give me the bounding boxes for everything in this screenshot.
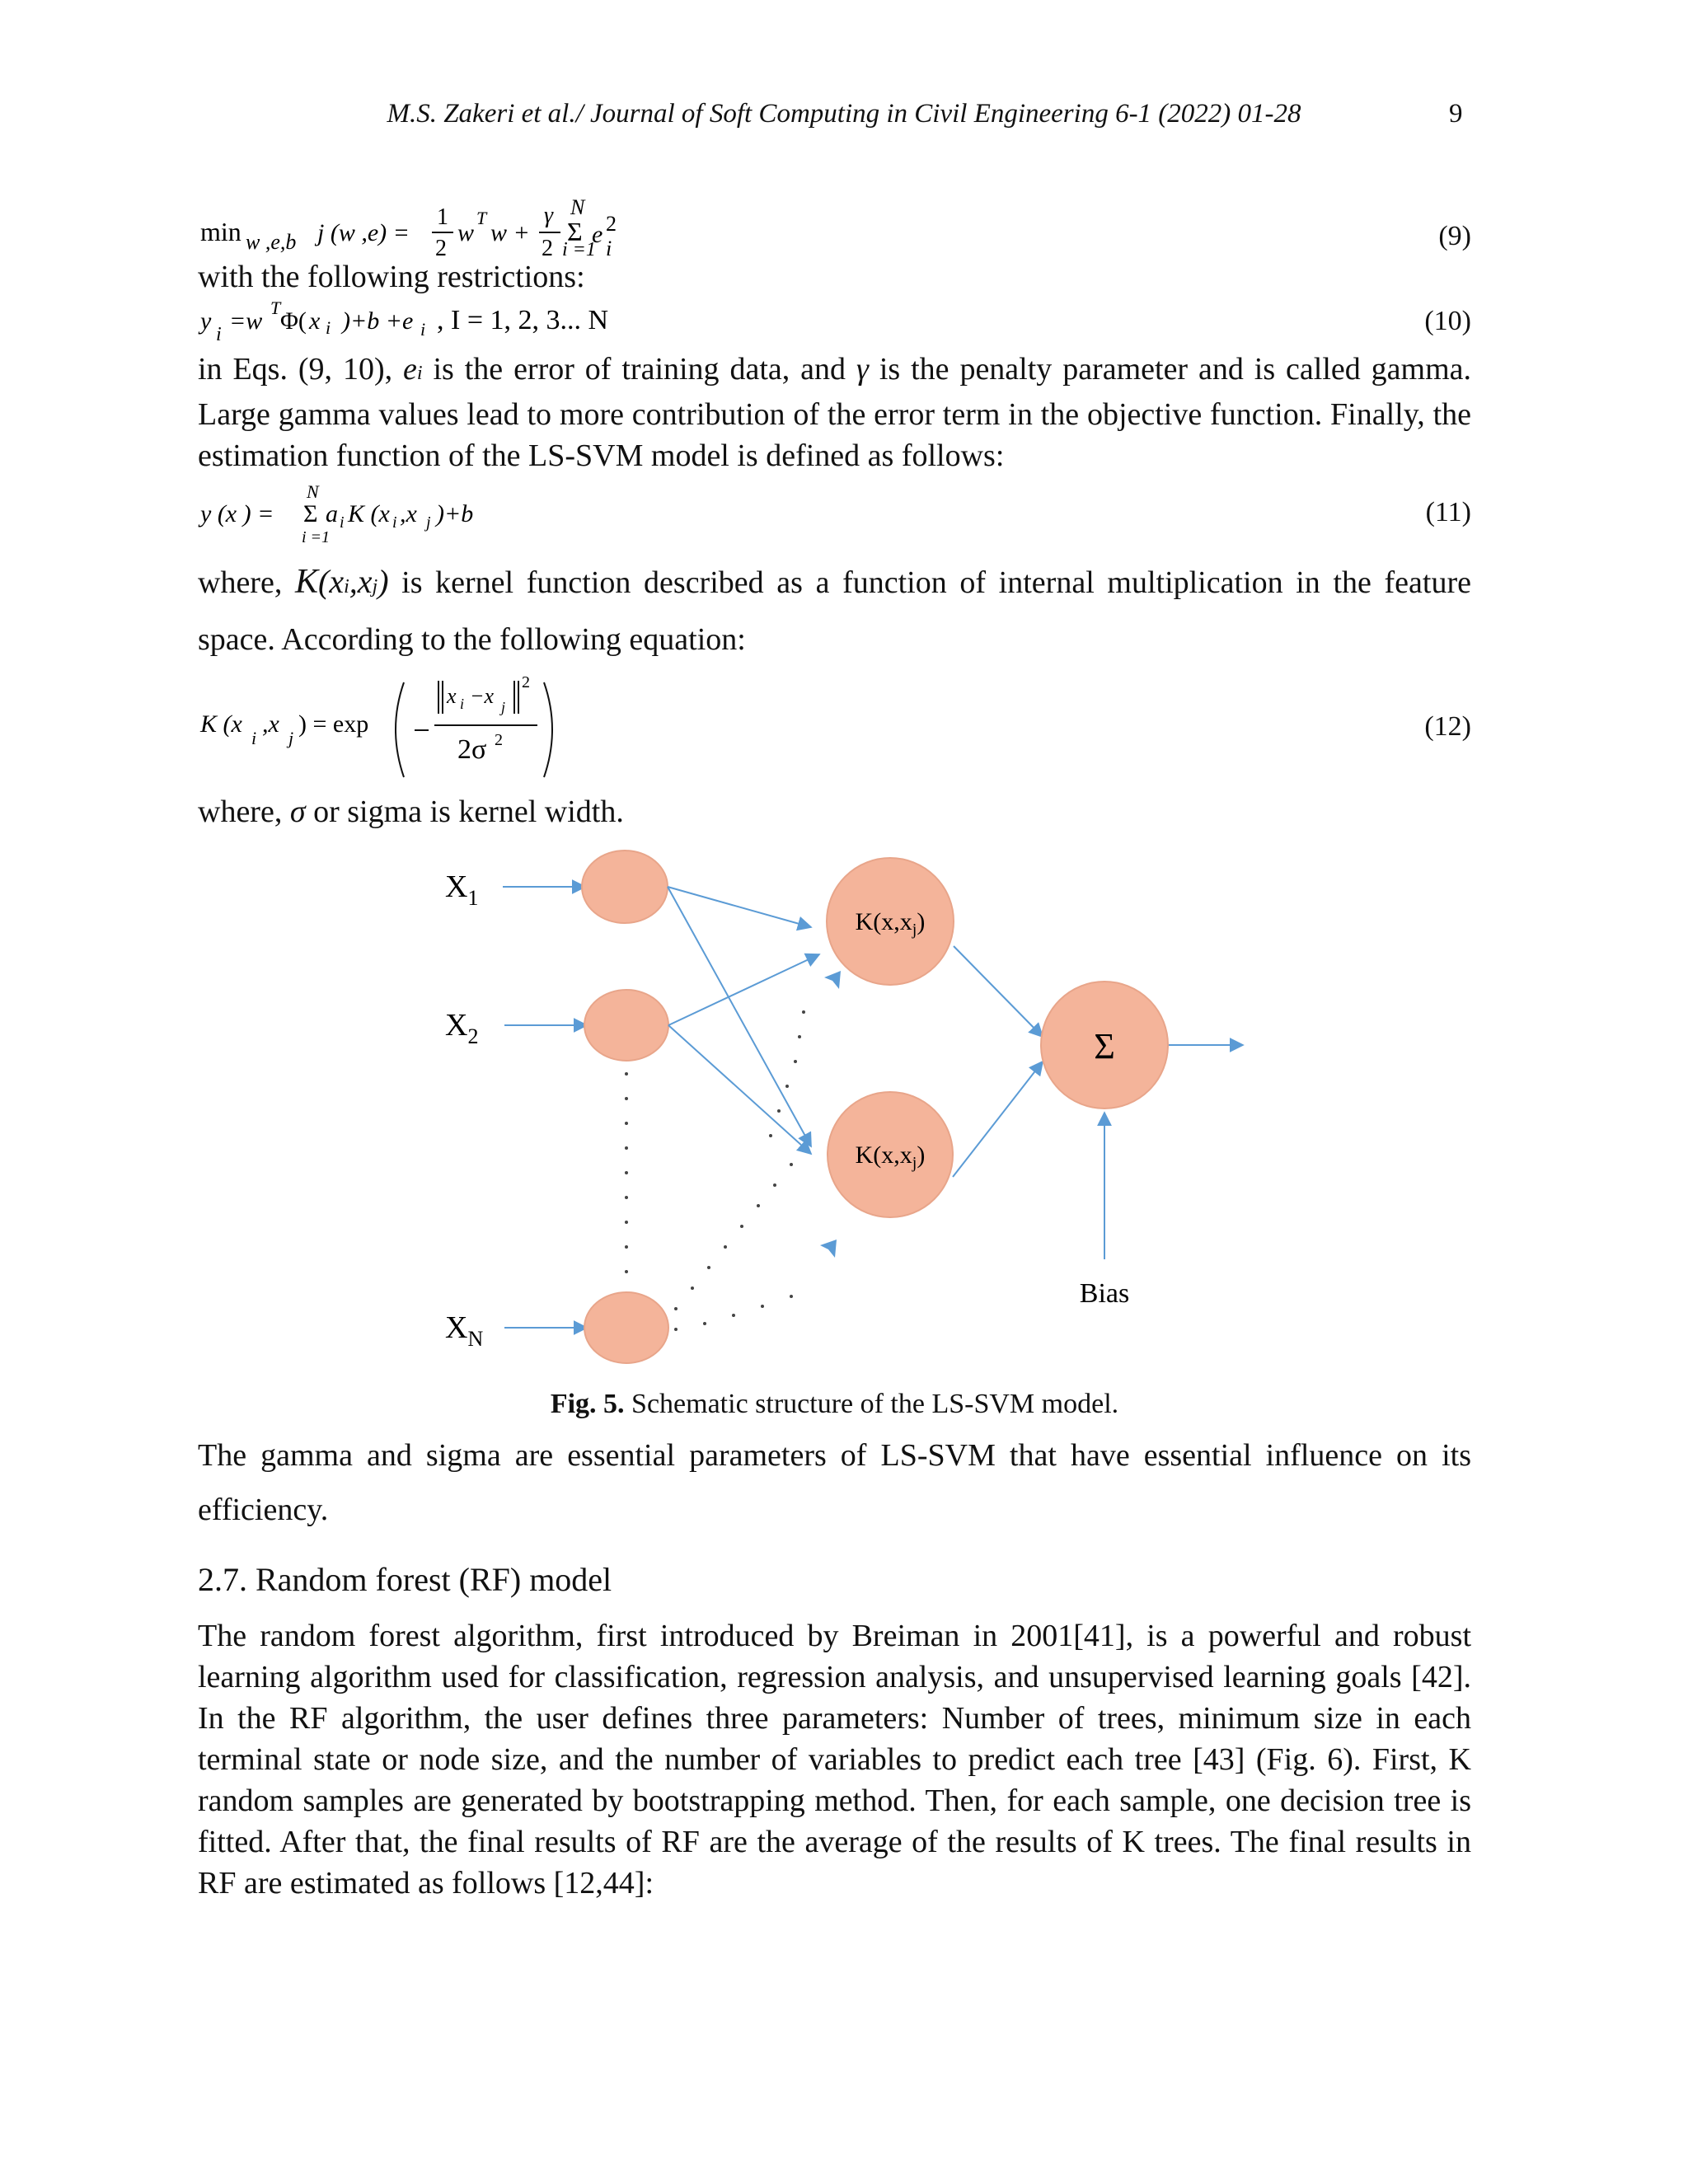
equation-9-number: (9) [1438, 221, 1471, 251]
svg-text:i: i [606, 237, 612, 260]
equation-9-formula [198, 190, 692, 260]
equation-12 [198, 666, 1471, 790]
error-symbol: ei [403, 352, 423, 387]
svg-text:j: j [501, 699, 506, 715]
svg-text:i: i [460, 696, 465, 712]
svg-text:)+b: )+b [436, 500, 474, 527]
svg-text:i: i [326, 317, 331, 338]
figure-5-caption [198, 1389, 1471, 1420]
svg-text:j (w ,e) =: j (w ,e) = [317, 219, 410, 246]
equation-10-formula [198, 298, 940, 345]
equation-12-formula [198, 666, 692, 790]
paragraph-sigma-part-1: where, [198, 794, 290, 829]
svg-text:2: 2 [435, 236, 447, 260]
gamma-symbol: γ [856, 352, 869, 387]
figure-5 [198, 847, 1471, 1379]
paragraph-eqs-part-2: is the error of training data, and [422, 352, 856, 387]
kernel-node-1-label: $K(x,x_j)$ [855, 908, 926, 939]
svg-text:i: i [216, 324, 222, 345]
sum-symbol: Σ [1094, 1026, 1115, 1066]
arrow-kernel1-sum [954, 946, 1043, 1037]
svg-text:Σ: Σ [303, 500, 318, 527]
svg-text:i: i [251, 728, 257, 748]
svg-text:1: 1 [437, 204, 448, 230]
svg-text:w +: w + [490, 219, 530, 246]
paragraph-kernel [198, 555, 1471, 666]
paragraph-eqs-9-10 [198, 349, 1471, 476]
svg-text:2: 2 [522, 673, 530, 691]
input-label-xn: $X_N$ [445, 1310, 484, 1351]
svg-text:2σ: 2σ [457, 734, 487, 765]
svg-text:i =1: i =1 [302, 528, 331, 546]
svg-text:min: min [200, 217, 241, 246]
equation-12-number: (12) [1424, 711, 1471, 742]
svg-text:γ: γ [544, 203, 554, 228]
page-body [198, 190, 1471, 1904]
paragraph-eqs-part-3: is the penalty parameter and is called gamma. Large gamma values lead to more contribution of the error term in the objective function. Finally, the estimation function of the LS-SVM model is defined as follows: [198, 352, 1471, 473]
svg-text:,x: ,x [400, 500, 417, 527]
svg-text:w: w [457, 219, 475, 246]
input-label-x1: $X_1$ [445, 869, 479, 910]
svg-text:y (x ) =: y (x ) = [200, 500, 274, 527]
paragraph-sigma [198, 791, 1471, 832]
input-label-x2: $X_2$ [445, 1008, 479, 1048]
svg-text:i: i [392, 513, 397, 532]
equation-11-formula [198, 476, 692, 551]
arrow-node2-kernel2 [668, 1025, 811, 1154]
svg-text:y: y [200, 307, 212, 335]
svg-text:,x: ,x [262, 710, 279, 738]
dotted-connections [674, 1010, 805, 1331]
paragraph-sigma-part-2: or sigma is kernel width. [305, 794, 624, 829]
section-title: 2.7. Random forest (RF) model [198, 1561, 612, 1598]
svg-text:, I = 1, 2, 3... N: , I = 1, 2, 3... N [437, 305, 609, 335]
paragraph-kernel-part-2: is kernel function described as a function of internal multiplication in the feature space. According to the following equation: [198, 565, 1471, 657]
svg-text:N: N [307, 481, 319, 502]
svg-text:e: e [592, 221, 603, 248]
svg-text:j: j [288, 728, 294, 748]
chevron-arrow-1 [824, 971, 841, 989]
svg-text:a: a [326, 500, 338, 527]
svg-text:i: i [340, 513, 345, 532]
svg-text:2: 2 [606, 212, 617, 236]
svg-text:−x: −x [470, 684, 495, 708]
equation-9 [198, 190, 1471, 260]
figure-5-caption-text: Schematic structure of the LS-SVM model. [624, 1389, 1119, 1419]
paragraph-eqs-part-1: in Eqs. (9, 10), [198, 352, 404, 387]
svg-text:i =1: i =1 [562, 239, 596, 260]
kernel-args: (xi,xj) [318, 563, 389, 600]
svg-text:2: 2 [542, 236, 553, 260]
ls-svm-diagram [198, 847, 1471, 1379]
svg-text:Φ(: Φ( [280, 307, 307, 335]
running-head: M.S. Zakeri et al./ Journal of Soft Computing in Civil Engineering 6-1 (2022) 01-28 [387, 99, 1301, 129]
svg-text:)+b +e: )+b +e [342, 307, 414, 335]
kernel-symbol: K [294, 563, 318, 601]
svg-text:x: x [309, 307, 321, 335]
input-ellipsis [625, 1072, 628, 1273]
svg-text:j: j [426, 513, 431, 532]
paragraph-gamma-sigma: The gamma and sigma are essential parameters of LS-SVM that have essential influence on its efficiency. [198, 1438, 1471, 1527]
paragraph-kernel-part-1: where, [198, 565, 295, 600]
figure-5-caption-label: Fig. 5. [550, 1389, 625, 1419]
svg-text:T: T [270, 298, 281, 318]
svg-text:N: N [570, 195, 585, 219]
equation-11-number: (11) [1425, 497, 1471, 527]
paragraph-rf: The random forest algorithm, first introduced by Breiman in 2001[41], is a powerful and robust learning algorithm used for classification, regression analysis, and unsupervised learning goals [42]. In the RF algorithm, the user defines three parameters: Number of trees, minimum size in each terminal state or node size, and the number of variables to predict each tree [43] (Fig. 6). First, K random samples are generated by bootstrapping method. Then, for each sample, one decision tree is fitted. After that, the final results of RF are the average of the results of K trees. The final results in RF are estimated as follows [12,44]: [198, 1619, 1471, 1900]
svg-text:i: i [420, 319, 426, 340]
svg-text:K (x: K (x [200, 710, 242, 738]
restrictions-text: with the following restrictions: [198, 260, 585, 294]
input-node-n [584, 1292, 668, 1363]
sigma-symbol: σ [289, 794, 306, 829]
svg-text:K (x: K (x [348, 500, 390, 527]
svg-text:) = exp: ) = exp [298, 710, 369, 738]
arrow-node2-kernel1 [668, 954, 819, 1025]
svg-text:w ,e,b: w ,e,b [246, 230, 297, 254]
page-header [0, 99, 1688, 140]
input-node-1 [582, 851, 668, 923]
equation-10-number: (10) [1424, 306, 1471, 336]
svg-text:2: 2 [495, 731, 503, 749]
svg-text:T: T [476, 208, 487, 228]
bias-label: Bias [1079, 1278, 1130, 1309]
svg-text:x: x [447, 684, 457, 708]
page-number: 9 [1449, 99, 1463, 129]
arrow-node1-kernel2 [668, 887, 811, 1146]
chevron-arrow-2 [820, 1240, 837, 1258]
input-node-2 [584, 990, 668, 1061]
kernel-node-2-label: $K(x,x_j)$ [855, 1141, 926, 1172]
equation-11 [198, 476, 1471, 551]
svg-text:Σ: Σ [567, 217, 583, 246]
arrow-node1-kernel1 [668, 887, 811, 927]
arrow-kernel2-sum [953, 1062, 1043, 1177]
equation-10 [198, 298, 1471, 345]
svg-text:=w: =w [229, 307, 263, 335]
